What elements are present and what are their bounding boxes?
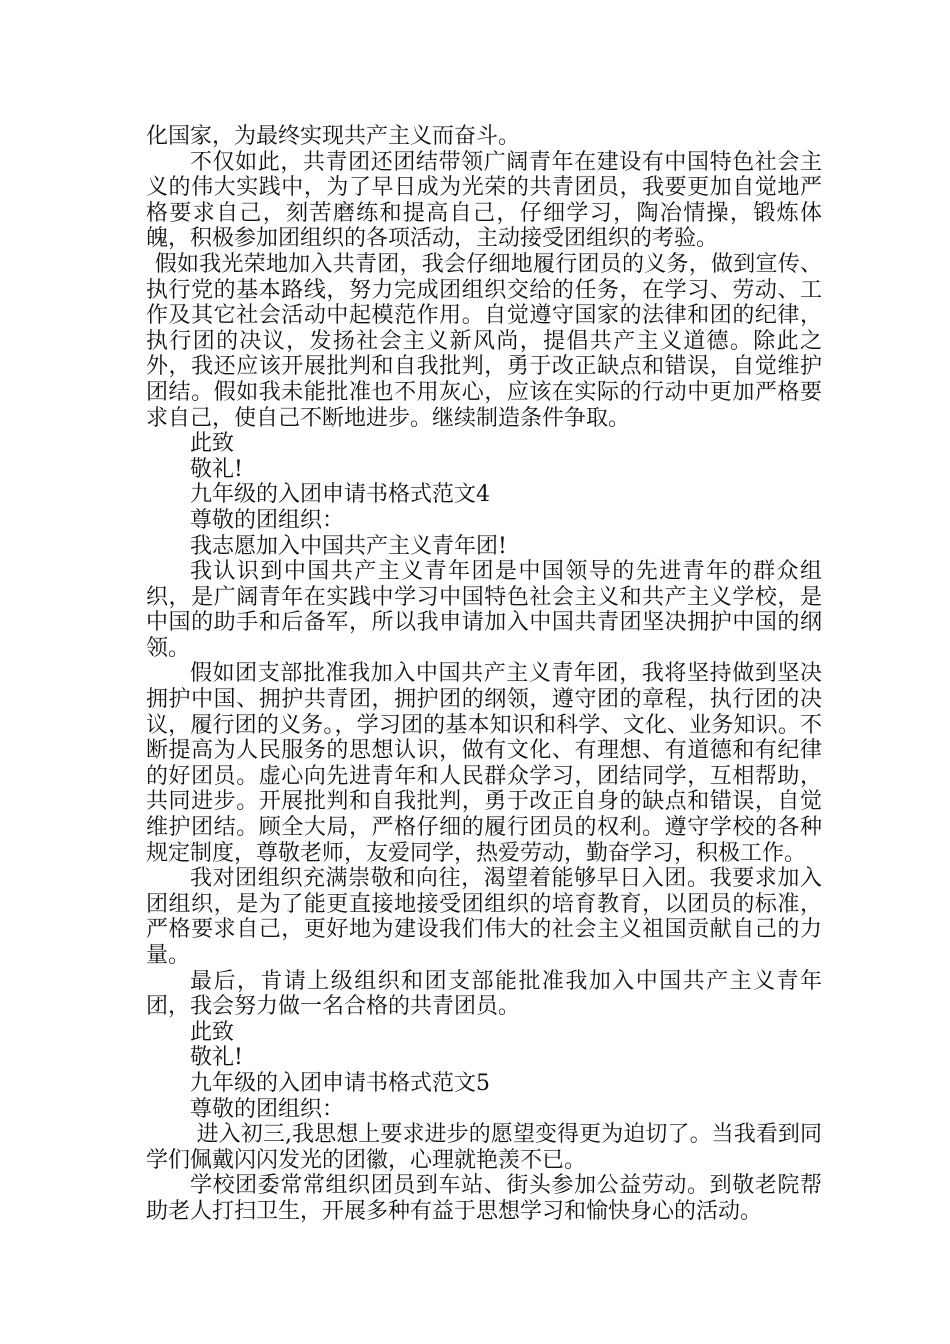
section-title-4: 九年级的入团申请书格式范文4 bbox=[190, 482, 490, 508]
paragraph-5-1: 进入初三,我思想上要求进步的愿望变得更为迫切了。当我看到同学们佩戴闪闪发光的团徽，心理就艳羡不已。 bbox=[146, 1122, 822, 1173]
paragraph-3: 假如我光荣地加入共青团，我会仔细地履行团员的义务，做到宣传、执行党的基本路线，努力完成团组织交给的任务，在学习、劳动、工作及其它社会活动中起模范作用。自觉遵守国家的法律和团的纪律，执行团的决议，发扬社会主义新风尚，提倡共产主义道德。除此之外，我还应该开展批判和自我批判，勇于改正缺点和错误，自觉维护团结。假如我未能批准也不用灰心，应该在实际的行动中更加严格要求自己，使自己不断地进步。继续制造条件争取。 bbox=[146, 251, 822, 431]
closing-regards-1: 敬礼! bbox=[190, 456, 243, 482]
paragraph-2: 不仅如此，共青团还团结带领广阔青年在建设有中国特色社会主义的伟大实践中，为了早日成为光荣的共青团员，我要更加自觉地严格要求自己，刻苦磨练和提高自己，仔细学习，陶冶情操，锻炼体魄，积极参加团组织的各项活动，主动接受团组织的考验。 bbox=[146, 149, 822, 252]
paragraph-4-1: 我志愿加入中国共产主义青年团! bbox=[190, 533, 507, 559]
paragraph-4-2: 我认识到中国共产主义青年团是中国领导的先进青年的群众组织，是广阔青年在实践中学习中国特色社会主义和共产主义学校，是中国的助手和后备军，所以我申请加入中国共青团坚决拥护中国的纲领。 bbox=[146, 559, 822, 661]
document-body bbox=[146, 124, 822, 1225]
greeting-4: 尊敬的团组织： bbox=[190, 507, 345, 533]
paragraph-4-3: 假如团支部批准我加入中国共产主义青年团，我将坚持做到坚决拥护中国、拥护共青团，拥护团的纲领，遵守团的章程，执行团的决议，履行团的义务。，学习团的基本知识和科学、文化、业务知识。不断提高为人民服务的思想认识，做有文化、有理想、有道德和有纪律的好团员。虚心向先进青年和人民群众学习，团结同学，互相帮助，共同进步。开展批判和自我批判，勇于改正自身的缺点和错误，自觉维护团结。顾全大局，严格仔细的履行团员的权利。遵守学校的各种规定制度，尊敬老师，友爱同学，热爱劳动，勤奋学习，积极工作。 bbox=[146, 661, 822, 866]
paragraph-4-5: 最后，肯请上级组织和团支部能批准我加入中国共产主义青年团，我会努力做一名合格的共青团员。 bbox=[146, 968, 822, 1020]
paragraph-5-2: 学校团委常常组织团员到车站、街头参加公益劳动。到敬老院帮助老人打扫卫生，开展多种有益于思想学习和愉快身心的活动。 bbox=[146, 1173, 822, 1224]
greeting-5: 尊敬的团组织： bbox=[190, 1096, 345, 1122]
paragraph-1: 化国家，为最终实现共产主义而奋斗。 bbox=[146, 124, 521, 149]
closing-salutation-2: 此致 bbox=[190, 1019, 235, 1045]
paragraph-4-4: 我对团组织充满崇敬和向往，渴望着能够早日入团。我要求加入团组织，是为了能更直接地接受团组织的培育教育，以团员的标准，严格要求自己，更好地为建设我们伟大的社会主义祖国贡献自己的力量。 bbox=[146, 866, 822, 968]
section-title-5: 九年级的入团申请书格式范文5 bbox=[190, 1070, 490, 1096]
closing-salutation-1: 此致 bbox=[190, 431, 235, 457]
closing-regards-2: 敬礼! bbox=[190, 1045, 243, 1071]
